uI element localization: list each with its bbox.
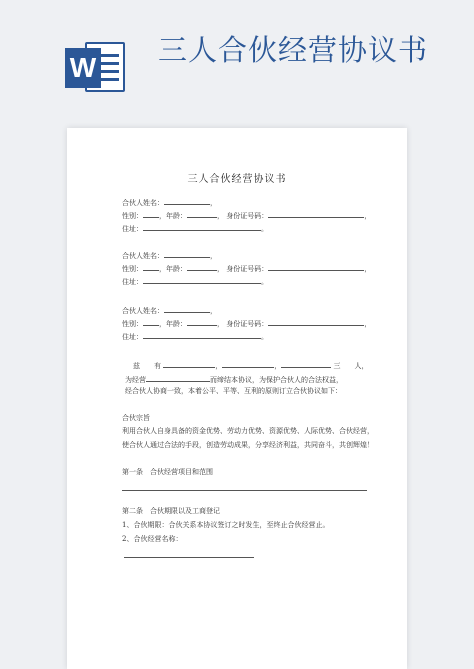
document-page (67, 128, 407, 669)
article-1-blank-line (122, 490, 367, 491)
article-2-item-1: 1、合伙期限：合伙关系本协议签订之时发生，至终止合伙经营止。 (122, 521, 330, 529)
partner-name-label: 合伙人姓名： (122, 307, 164, 315)
article-1-heading: 第一条 合伙经营项目和范围 (122, 468, 213, 476)
partner-name-blank (164, 197, 210, 205)
partner-1-info-row: 性别： ，年龄： ， 身份证号码： ， (122, 212, 372, 220)
article-2-item-2: 2、合伙经营名称： (122, 535, 183, 543)
partner-3-address-row: 住址： 。 (122, 333, 268, 341)
partner-3-name-row: 合伙人姓名： ， (122, 307, 217, 315)
word-badge: W (65, 48, 101, 88)
intro-line-2: 为经营 而缔结本协议，为保护合伙人的合法权益， (125, 376, 343, 384)
age-label: 年龄： (166, 212, 187, 220)
address-label: 住址： (122, 225, 143, 233)
address-label: 住址： (122, 278, 143, 286)
partner-name-blank (164, 305, 210, 313)
address-label: 住址： (122, 333, 143, 341)
word-document-icon (65, 42, 125, 92)
partner-name-label: 合伙人姓名： (122, 252, 164, 260)
document-title: 三人合伙经营协议书 (187, 174, 287, 185)
banner-title: 三人合伙经营协议书 (158, 33, 429, 67)
partner-2-address-row: 住址： 。 (122, 278, 268, 286)
gender-label: 性别： (122, 320, 143, 328)
purpose-heading: 合伙宗旨 (122, 414, 150, 422)
partner-3-info-row: 性别： ，年龄： ， 身份证号码： ， (122, 320, 372, 328)
banner (0, 0, 474, 118)
article-2-blank-line (124, 557, 254, 558)
gender-label: 性别： (122, 212, 143, 220)
intro-line-3: 经合伙人协商一致，本着公平、平等、互利的原则订立合伙协议如下： (125, 387, 342, 395)
age-label: 年龄： (166, 320, 187, 328)
partner-2-name-row: 合伙人姓名： ， (122, 252, 217, 260)
partner-1-address-row: 住址： 。 (122, 225, 268, 233)
partner-1-name-row: 合伙人姓名： ， (122, 199, 217, 207)
partner-name-blank (164, 250, 210, 258)
partner-name-label: 合伙人姓名： (122, 199, 164, 207)
purpose-line-1: 利用合伙人自身具备的资金优势、劳动力优势、资源优势、人际优势、合伙经营， (122, 427, 374, 435)
article-2-heading: 第二条 合伙期限以及工商登记 (122, 507, 220, 515)
intro-line-1: 兹 有 ， ， 三 人， (133, 362, 369, 370)
gender-label: 性别： (122, 265, 143, 273)
partner-2-info-row: 性别： ，年龄： ， 身份证号码： ， (122, 265, 372, 273)
id-label: 身份证号码： (226, 265, 269, 273)
purpose-line-2: 使合伙人通过合法的手段，创造劳动成果，分享经济利益，共同奋斗，共创辉煌！ (122, 441, 374, 449)
id-label: 身份证号码： (226, 320, 269, 328)
id-label: 身份证号码： (226, 212, 269, 220)
age-label: 年龄： (166, 265, 187, 273)
